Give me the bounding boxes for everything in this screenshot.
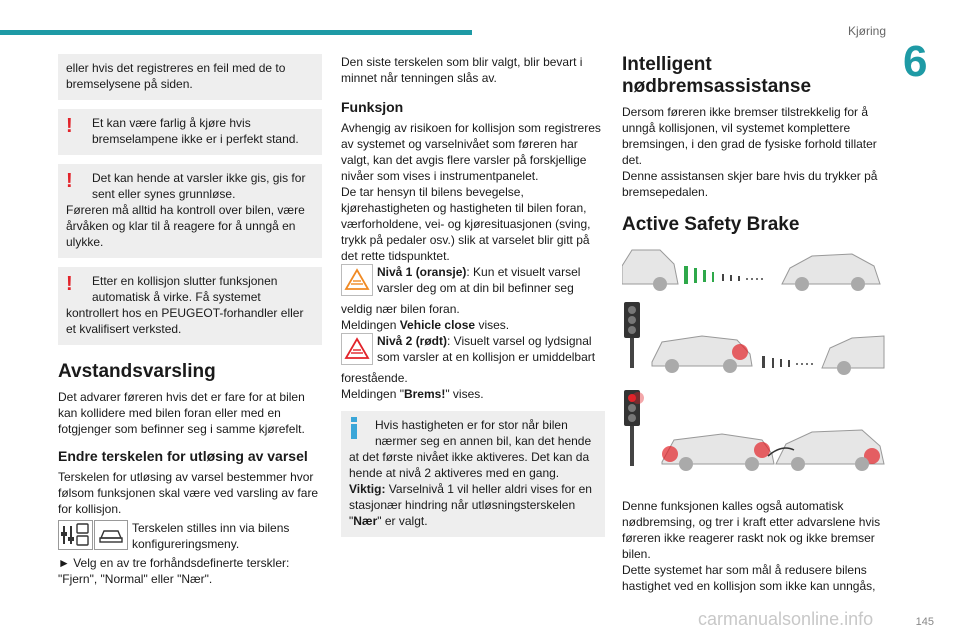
level1-title: Nivå 1 (oransje) [377, 265, 467, 279]
settings-menu-icon [58, 520, 128, 555]
warning-text: Et kan være farlig å kjøre hvis bremselampene ikke er i perfekt stand. [92, 116, 299, 146]
warning-box [58, 109, 322, 155]
car-emergency-brake-scene [624, 390, 884, 471]
orange-alert-icon [341, 264, 373, 301]
function-text-2: De tar hensyn til bilens bevegelse, kjørehastigheten og hastigheten til bilen foran, værforholdene, vei- og kjøresituasjonen (sving, trykk på pedaler osv.) slik at varselet blir gitt på det rette tidspunktet. [341, 185, 591, 263]
warning-text-continued: Føreren må alltid ha kontroll over bilen, være årvåken og klar til å reagere for å unngå en ulykke. [66, 203, 305, 249]
note-text: eller hvis det registreres en feil med de to bremselysene på siden. [66, 61, 286, 91]
active-safety-brake-heading: Active Safety Brake [622, 214, 800, 235]
info-icon [349, 417, 359, 443]
subsection-heading: Endre terskelen for utløsing av varsel [58, 448, 308, 464]
memory-text: Den siste terskelen som blir valgt, blir bevart i minnet når tenningen slås av. [341, 55, 583, 85]
chapter-number: 6 [903, 37, 928, 86]
brake-illustration [622, 244, 886, 494]
warning-box [58, 267, 322, 345]
warning-box [58, 164, 322, 258]
info-text-continued: at det første nivået ikke aktiveres. Det kan da hende at nivå 2 aktiveres med en gang. [349, 450, 590, 480]
asb-text: Denne funksjonen kalles også automatisk nødbremsing, og trer i kraft etter advarslene hvis føreren ikke reagerer raskt nok og ikke bremser bilen. [622, 499, 881, 561]
column-right [622, 54, 886, 594]
section-label: Kjøring [847, 24, 886, 38]
asb-text-2: Dette systemet har som mål å redusere bilens hastighet ved en kollisjon som ikke kan unngås, [622, 563, 876, 593]
section-intro: Det advarer føreren hvis det er fare for at bilen kan kollidere med bilen foran eller med en fotgjenger som befinner seg i samme kjørefelt. [58, 390, 305, 436]
level2-text-continued: forestående. [341, 371, 408, 385]
level2-text: : Visuelt varsel og lydsignal som varsler at en kollisjon er umiddelbart [377, 334, 596, 364]
subsection-text: Terskelen for utløsing av varsel bestemmer hvor følsom funksjonen skal være ved varsling av fare for kollisjon. [58, 470, 319, 516]
warning-text-continued: kontrollert hos en PEUGEOT-forhandler eller et kvalifisert verksted. [66, 306, 304, 336]
emergency-brake-text-2: Denne assistansen skjer bare hvis du trykker på bremsepedalen. [622, 169, 878, 199]
column-left [58, 54, 322, 587]
warning-text: Det kan hende at varsler ikke gis, gis for sent eller synes grunnløse. [92, 171, 306, 201]
header-accent-bar [0, 30, 472, 35]
emergency-brake-text: Dersom føreren ikke bremser tilstrekkelig for å unngå kollisjonen, vil systemet komplettere bremsingen, i den grad de fysiske forhold tillater det. [622, 105, 877, 167]
info-text: Hvis hastigheten er for stor når bilen nærmer seg en annen bil, kan det hende [375, 418, 592, 448]
level2-title: Nivå 2 (rødt) [377, 334, 448, 348]
info-box [341, 411, 605, 537]
warning-icon: ! [66, 273, 73, 295]
warning-icon: ! [66, 115, 73, 137]
bullet-instruction: ► Velg en av tre forhåndsdefinerte terskler: "Fjern", "Normal" eller "Nær". [58, 556, 290, 586]
config-text: Terskelen stilles inn via bilens konfigureringsmeny. [132, 521, 290, 551]
column-middle [341, 54, 605, 537]
function-heading: Funksjon [341, 99, 404, 115]
level1-row [341, 264, 605, 301]
watermark: carmanualsonline.info [698, 609, 874, 629]
config-row [58, 520, 322, 555]
section-heading: Avstandsvarsling [58, 361, 216, 382]
red-alert-icon [341, 333, 373, 370]
warning-icon: ! [66, 170, 73, 192]
emergency-brake-heading: Intelligent nødbremsassistanse [622, 54, 812, 97]
car-follow-scene [622, 250, 880, 291]
car-warning-scene [624, 302, 884, 375]
level2-row [341, 333, 605, 370]
level1-text: : Kun et visuelt varsel varsler deg om at din bil befinner seg [377, 265, 581, 295]
info-important: Viktig: Varselnivå 1 vil heller aldri vises for en stasjonær hindring når utløsningsterskelen "Nær" er valgt. [349, 482, 592, 528]
function-text: Avhengig av risikoen for kollisjon som registreres av systemet og varselnivået som føreren har valgt, kan det avgis flere varsler på forskjellige nivåer som vises i instrumentpanelet. [341, 121, 601, 183]
page-number: 145 [915, 616, 934, 628]
warning-text: Etter en kollisjon slutter funksjonen automatisk å virke. Få systemet [92, 274, 278, 304]
level1-message: Meldingen Vehicle close vises. [341, 318, 510, 332]
level2-message: Meldingen "Brems!" vises. [341, 387, 484, 401]
note-box [58, 54, 322, 100]
level1-text-continued: veldig nær bilen foran. [341, 302, 460, 316]
